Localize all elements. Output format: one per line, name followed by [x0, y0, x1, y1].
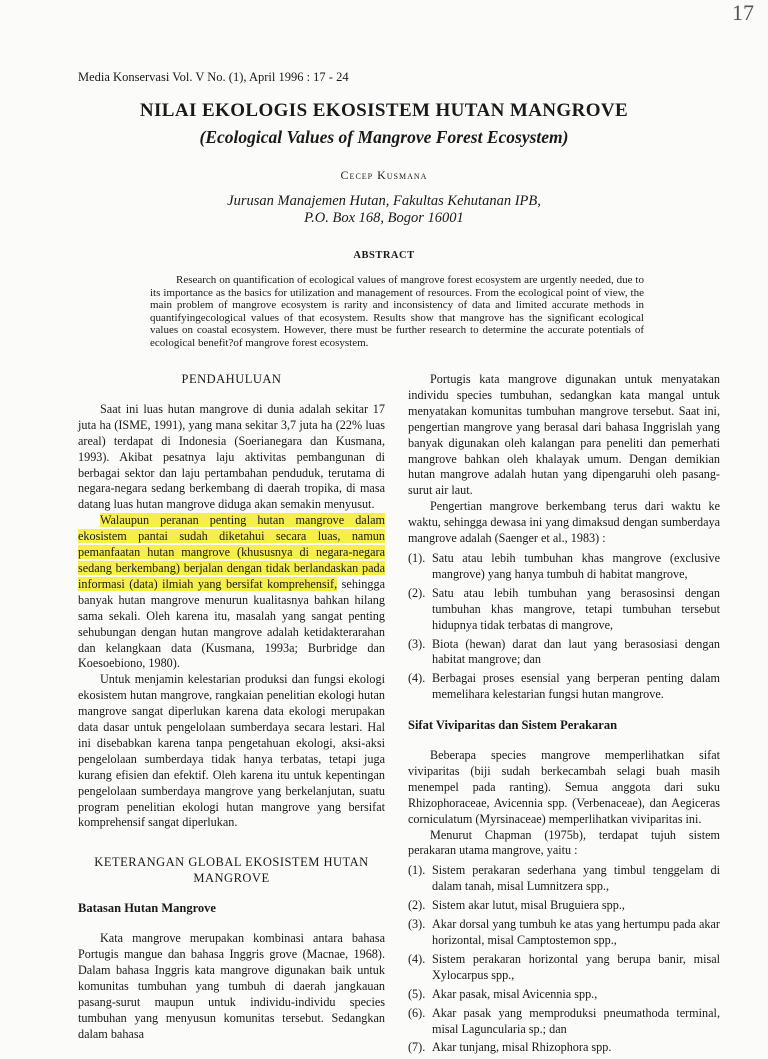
- paper-subtitle: (Ecological Values of Mangrove Forest Ecosystem): [199, 127, 569, 147]
- list-item-text: Sistem perakaran horizontal yang berupa banir, misal Xylocarpus spp.,: [432, 951, 720, 982]
- list-item: [408, 551, 720, 583]
- paragraph: Saat ini luas hutan mangrove di dunia adalah sekitar 17 juta ha (ISME, 1991), yang mana sekitar 3,7 juta ha (22% luas areal) terdapat di Indonesia (Soerianegara dan Kusmana, 1993). Akibat pesatnya laju aktivitas pembangunan di berbagai sektor dan laju pertambahan penduduk, terutama di negara-negara sedang berkembang di daerah tropika, di masa datang luas hutan mangrove diduga akan semakin menyusut.: [78, 401, 385, 512]
- list-item-number: (7).: [408, 1040, 426, 1055]
- list-item-number: (5).: [408, 986, 426, 1001]
- paragraph: Beberapa species mangrove memperlihatkan sifat viviparitas (biji sudah berkecambah selagi buah masih menempel pada ranting). Semua anggota dari suku Rhizophoraceae, Avicennia spp. (Verbenaceae), dan Aegiceras corniculatum (Myrsinaceae) memperlihatkan viviparitas ini.: [408, 748, 720, 826]
- list-item: [408, 952, 720, 984]
- list-item: [408, 586, 720, 634]
- paragraph: Menurut Chapman (1975b), terdapat tujuh sistem perakaran utama mangrove, yaitu :: [408, 827, 720, 858]
- journal-line: Media Konservasi Vol. V No. (1), April 1996 : 17 - 24: [78, 70, 349, 84]
- list-root-systems: [408, 863, 720, 1056]
- list-item-text: Akar tunjang, misal Rhizophora spp.: [432, 1040, 612, 1055]
- paragraph: Pengertian mangrove berkembang terus dari waktu ke waktu, sehingga dewasa ini yang dimaksud dengan sumberdaya mangrove adalah (Saenger et al., 1983) :: [408, 499, 720, 546]
- subsection-heading-batasan: Batasan Hutan Mangrove: [78, 901, 216, 916]
- affiliation-line-2: P.O. Box 168, Bogor 16001: [304, 210, 464, 226]
- list-item-number: (4).: [408, 671, 426, 686]
- list-item-text: Satu atau lebih tumbuhan yang berasosinsi dengan tumbuhan khas mangrove, tetapi tumbuhan tersebut hidupnya tidak terbatas di mangrove,: [432, 585, 720, 632]
- abstract-text: Research on quantification of ecological values of mangrove forest ecosystem are urgently needed, due to its importance as the basics for utilization and management of resources. From the ecological point of view, the main problem of mangrove ecosystem is rarity and inconsistency of data and limited accurate methods in quantifyingecological values of that ecosystem. Results show that mangrove has the significant ecological values on coastal ecosystem. However, there must be further research to determine the accurate potentials of ecological benefit?of mangrove forest ecosystem.: [150, 274, 644, 349]
- paragraph-text: sehingga banyak hutan mangrove menurun kualitasnya bahkan hilang sama sekali. Oleh karena itu, masalah yang sangat penting sehubungan dengan hutan mangrove adalah ketidakterarahan dan kelangkaan data (Kusmana, 1993a; Burbridge dan Koesoebiono, 1980).: [78, 576, 385, 671]
- list-item-number: (3).: [408, 636, 426, 651]
- abstract-heading: ABSTRACT: [353, 250, 415, 261]
- list-item: [408, 1040, 720, 1056]
- list-item-number: (4).: [408, 951, 426, 966]
- paragraph: Untuk menjamin kelestarian produksi dan fungsi ekologi ekosistem hutan mangrove, rangkaian penelitian ekologi hutan mangrove sangat diperlukan karena data ekologi merupakan data dasar untuk pengelolaan sumberdaya secara lestari. Hal ini disebabkan karena tanpa pengetahuan ekologi, aksi-aksi pengelolaan sumberdaya tidak hanya terbatas, tetapi juga kurang efisien dan efektif. Oleh karena itu untuk kepentingan pengelolaan sumberdaya mangrove yang berkelanjutan, suatu program penelitian ekologi hutan mangrove yang bersifat komprehensif sangat diperlukan.: [78, 672, 385, 830]
- affiliation: [0, 193, 768, 227]
- list-item-number: (3).: [408, 917, 426, 932]
- subsection-heading-sifat: Sifat Viviparitas dan Sistem Perakaran: [408, 718, 618, 733]
- section-heading-keterangan-2: MANGROVE: [193, 871, 270, 886]
- list-mangrove-resources: [408, 551, 720, 703]
- page-mark: 17: [732, 0, 754, 25]
- section-heading-keterangan: KETERANGAN GLOBAL EKOSISTEM HUTAN: [94, 855, 369, 870]
- list-item: [408, 1006, 720, 1038]
- paper-title: NILAI EKOLOGIS EKOSISTEM HUTAN MANGROVE: [139, 100, 629, 121]
- list-item-text: Akar pasak yang memproduksi pneumathoda terminal, misal Laguncularia sp.; dan: [432, 1005, 720, 1036]
- list-item: [408, 671, 720, 703]
- list-item-text: Satu atau lebih tumbuhan khas mangrove (exclusive mangrove) yang hanya tumbuh di habitat mangrove,: [432, 550, 720, 581]
- list-item: [408, 637, 720, 669]
- list-item-number: (2).: [408, 898, 426, 913]
- list-item: [408, 898, 720, 914]
- list-item-number: (2).: [408, 585, 426, 600]
- list-item-number: (1).: [408, 550, 426, 565]
- list-item-text: Akar dorsal yang tumbuh ke atas yang hertumpu pada akar horizontal, misal Camptostemon spp.,: [432, 917, 720, 947]
- list-item: [408, 987, 720, 1003]
- list-item-text: Sistem akar lutut, misal Bruguiera spp.,: [432, 898, 625, 913]
- affiliation-line-1: Jurusan Manajemen Hutan, Fakultas Kehutanan IPB,: [227, 193, 541, 209]
- list-item: [408, 917, 720, 949]
- paragraph-highlighted: [78, 513, 385, 672]
- abstract-body: [150, 274, 644, 350]
- list-item-text: Akar pasak, misal Avicennia spp.,: [432, 986, 598, 1001]
- list-item: [408, 863, 720, 895]
- right-column: [408, 372, 720, 1059]
- paragraph: Portugis kata mangrove digunakan untuk menyatakan individu species tumbuhan, sedangkan kata mangal untuk menyatakan komunitas tumbuhan mangrove tersebut. Saat ini, pengertian mangrove yang berasal dari bahasa Inggrislah yang banyak digunakan oleh kalangan para peneliti dan pemerhati mangrove bahkan oleh khalayak umum. Dengan demikian hutan mangrove adalah hutan yang dipengaruhi oleh pasang-surut air laut.: [408, 372, 720, 498]
- list-item-text: Biota (hewan) darat dan laut yang berasosiasi dengan habitat mangrove; dan: [432, 636, 720, 667]
- paragraph: Kata mangrove merupakan kombinasi antara bahasa Portugis mangue dan bahasa Inggris grove (Macnae, 1968). Dalam bahasa Inggris kata mangrove digunakan baik untuk komunitas tumbuhan yang tumbuh di daerah jangkauan pasang-surut maupun untuk individu-individu species tumbuhan yang menyusun komunitas tersebut. Sedangkan dalam bahasa: [78, 931, 385, 1041]
- author: Cecep Kusmana: [340, 168, 428, 182]
- list-item-text: Berbagai proses esensial yang berperan penting dalam memelihara kelestarian fungsi hutan mangrove.: [432, 671, 720, 702]
- section-heading-pendahuluan: PENDAHULUAN: [181, 372, 282, 386]
- left-column: [78, 372, 385, 1042]
- list-item-number: (6).: [408, 1005, 426, 1020]
- highlighted-text: Walaupun peranan penting hutan mangrove dalam ekosistem pantai sudah diketahui secara luas, namun pemanfaatan hutan mangrove (khususnya di negara-negara sedang berkembang) berjalan dengan tidak berlandaskan pada informasi (data) ilmiah yang bersifat komprehensif,: [78, 513, 385, 591]
- list-item-text: Sistem perakaran sederhana yang timbul tenggelam di dalam tanah, misal Lumnitzera spp.,: [432, 863, 720, 894]
- list-item-number: (1).: [408, 863, 426, 878]
